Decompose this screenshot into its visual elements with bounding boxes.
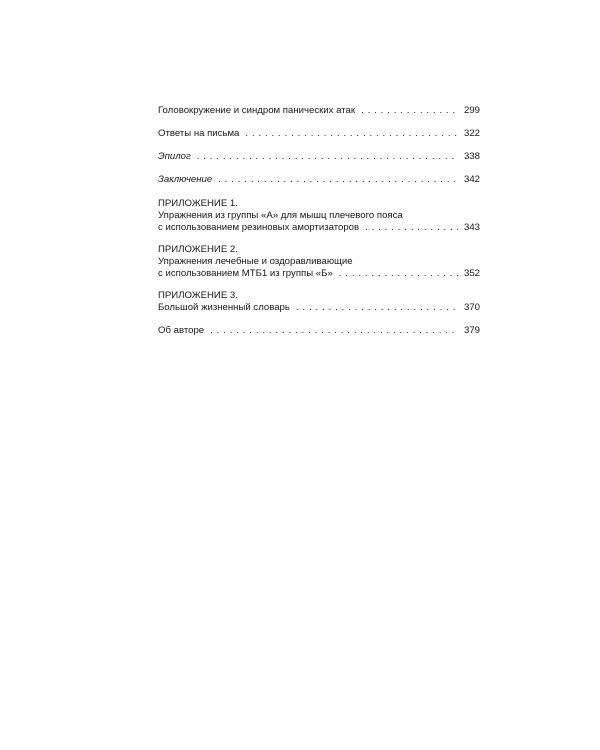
toc-entry-conclusion[interactable]	[158, 174, 480, 186]
appendix-title-line: с использованием МТБ1 из группы «Б»	[158, 268, 333, 279]
toc-entry-epilogue[interactable]	[158, 151, 480, 163]
toc-entry-page: 343	[463, 222, 480, 233]
toc-entry-about-author[interactable]	[158, 325, 480, 337]
dot-leader	[197, 151, 458, 163]
appendix-heading: ПРИЛОЖЕНИЕ 2.	[158, 244, 238, 255]
table-of-contents	[158, 105, 480, 337]
dot-leader	[339, 268, 458, 280]
toc-entry-title: Эпилог	[158, 151, 191, 162]
dot-leader	[218, 174, 458, 186]
toc-entry-title: Об авторе	[158, 325, 205, 336]
dot-leader	[245, 128, 458, 140]
appendix-title-line: Упражнения лечебные и оздоравливающие	[158, 256, 353, 267]
toc-entry-page: 299	[463, 105, 480, 116]
appendix-title-last-line	[158, 302, 480, 314]
dot-leader	[365, 222, 458, 234]
toc-entry-page: 379	[463, 325, 480, 336]
appendix-title-line: с использованием резиновых амортизаторов	[158, 222, 360, 233]
toc-entry-page: 342	[463, 174, 480, 185]
appendix-heading: ПРИЛОЖЕНИЕ 3.	[158, 290, 238, 301]
dot-leader	[210, 325, 458, 337]
toc-appendix-1[interactable]	[158, 198, 480, 234]
toc-entry-title: Головокружение и синдром панических атак	[158, 105, 356, 116]
toc-entry-page: 338	[463, 151, 480, 162]
appendix-title-line: Большой жизненный словарь	[158, 302, 290, 313]
toc-appendix-3[interactable]	[158, 290, 480, 314]
toc-entry-title: Ответы на письма	[158, 128, 240, 139]
toc-entry-page: 322	[463, 128, 480, 139]
toc-entry-page: 352	[463, 268, 480, 279]
dot-leader	[361, 105, 458, 117]
toc-entry-dizziness[interactable]	[158, 105, 480, 117]
toc-appendix-2[interactable]	[158, 244, 480, 280]
toc-entry-page: 370	[463, 302, 480, 313]
appendix-title-last-line	[158, 268, 480, 280]
toc-entry-letters[interactable]	[158, 128, 480, 140]
appendix-title-line: Упражнения из группы «А» для мышц плечевого пояса	[158, 210, 403, 221]
toc-entry-title: Заключение	[158, 174, 213, 185]
appendix-heading: ПРИЛОЖЕНИЕ 1.	[158, 198, 238, 209]
appendix-title-last-line	[158, 222, 480, 234]
dot-leader	[296, 302, 458, 314]
